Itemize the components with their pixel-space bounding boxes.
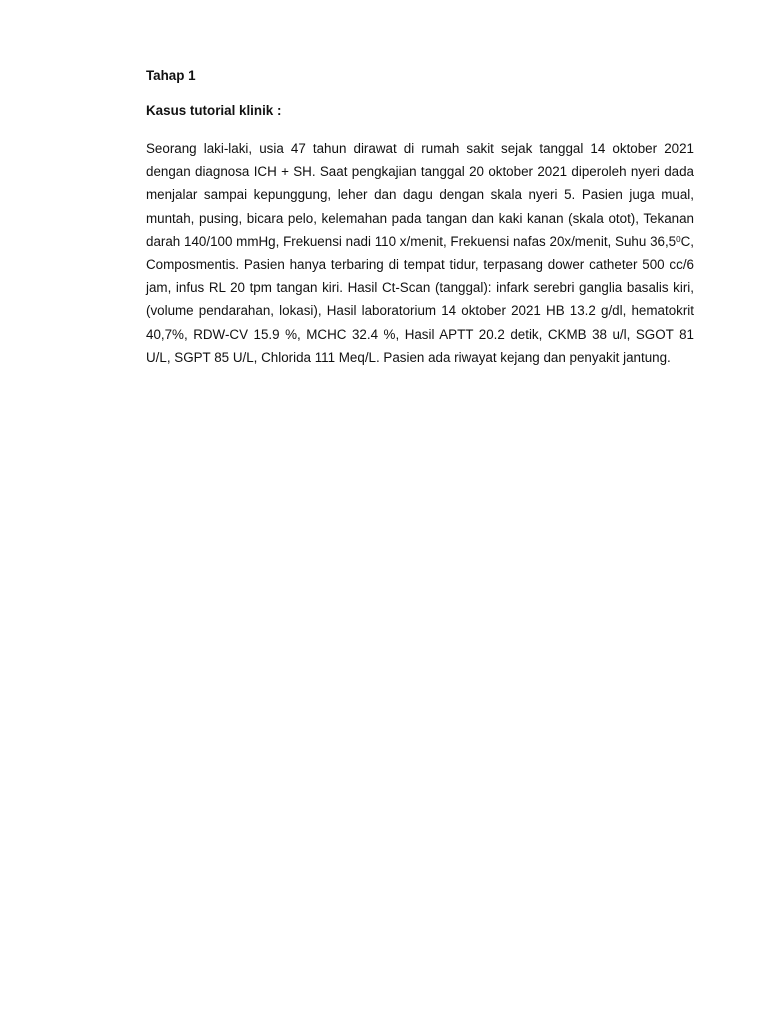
case-description-paragraph [146, 137, 694, 369]
temperature-superscript: 0 [676, 234, 681, 244]
paragraph-text-part-1: Seorang laki-laki, usia 47 tahun dirawat di rumah sakit sejak tanggal 14 oktober 2021 dengan diagnosa ICH + SH. Saat pengkajian tanggal 20 oktober 2021 diperoleh nyeri dada menjalar sampai kepunggung, leher dan dagu dengan skala nyeri 5. Pasien juga mual, muntah, pusing, bicara pelo, kelemahan pada tangan dan kaki kanan (skala otot), Tekanan darah 140/100 mmHg, Frekuensi nadi 110 x/menit, Frekuensi nafas 20x/menit, Suhu 36,5 [146, 141, 694, 249]
case-heading: Kasus tutorial klinik : [146, 103, 282, 118]
stage-heading: Tahap 1 [146, 68, 196, 83]
paragraph-text-part-2: C, Composmentis. Pasien hanya terbaring di tempat tidur, terpasang dower catheter 500 cc/6 jam, infus RL 20 tpm tangan kiri. Hasil Ct-Scan (tanggal): infark serebri ganglia basalis kiri, (volume pendarahan, lokasi), Hasil laboratorium 14 oktober 2021 HB 13.2 g/dl, hematokrit 40,7%, RDW-CV 15.9 %, MCHC 32.4 %, Hasil APTT 20.2 detik, CKMB 38 u/l, SGOT 81 U/L, SGPT 85 U/L, Chlorida 111 Meq/L. Pasien ada riwayat kejang dan penyakit jantung. [146, 233, 694, 365]
